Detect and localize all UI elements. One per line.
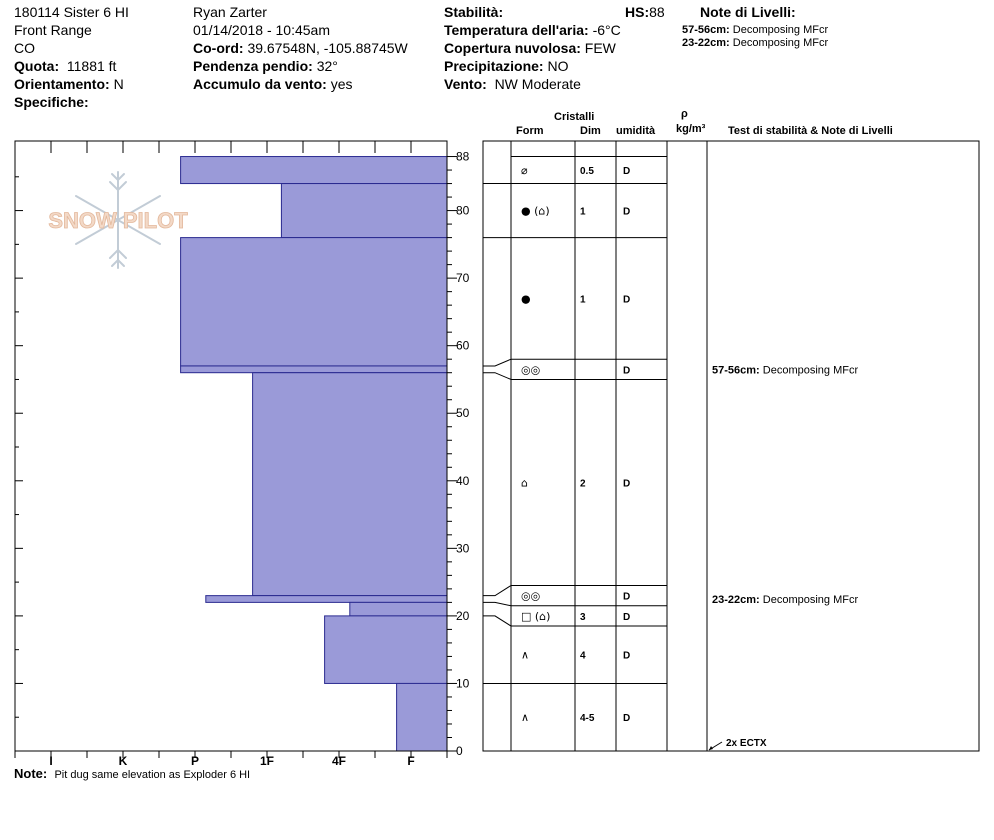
moisture-8: D xyxy=(623,650,631,662)
snow-height-value: 88 xyxy=(649,4,665,20)
moisture-6: D xyxy=(623,591,631,603)
grain-size-3: 1 xyxy=(580,294,586,306)
layer-connector-7 xyxy=(483,616,511,626)
hardness-bar-1 xyxy=(181,157,447,184)
observer-name: Ryan Zarter xyxy=(193,4,267,20)
hardness-label-I: I xyxy=(49,754,53,768)
hardness-bar-3 xyxy=(181,238,447,366)
elevation-label: Quota: xyxy=(14,58,60,74)
range-name: Front Range xyxy=(14,22,92,38)
annotation-text-2: Decomposing MFcr xyxy=(762,594,859,607)
grain-form-icon-4: ◎◎ xyxy=(521,363,541,377)
footer-note-label: Note: xyxy=(14,766,48,781)
height-tick-label-40: 40 xyxy=(456,473,470,488)
grain-form-icon-9: ∧ xyxy=(521,711,530,725)
height-tick-label-70: 70 xyxy=(456,271,470,286)
footer-note-text: Pit dug same elevation as Exploder 6 HI xyxy=(54,769,251,781)
hardness-bar-4 xyxy=(181,366,447,373)
grain-form-icon-5: ⌂ xyxy=(521,476,528,490)
stability-test-label: 2x ECTX xyxy=(726,738,767,749)
layer-connector-5 xyxy=(483,585,511,595)
hardness-bar-9 xyxy=(397,683,447,751)
specifics-label: Specifiche: xyxy=(14,94,89,110)
hardness-bar-7 xyxy=(350,602,447,616)
moisture-2: D xyxy=(623,206,631,218)
layer-connector-6 xyxy=(483,602,511,605)
layer-note-2-range: 23-22cm: xyxy=(682,37,730,49)
footer-note xyxy=(14,766,250,781)
stratigraphy-rows xyxy=(511,157,667,725)
moisture-5: D xyxy=(623,478,631,490)
coordinates-value: 39.67548N, -105.88745W xyxy=(247,40,408,56)
aspect-value: N xyxy=(113,76,124,92)
hardness-bar-8 xyxy=(325,616,447,684)
annotation-text-1: Decomposing MFcr xyxy=(762,364,859,377)
grain-size-9: 4-5 xyxy=(580,713,595,725)
wind-loading-label: Accumulo da vento: xyxy=(193,76,327,92)
hardness-bar-6 xyxy=(206,596,447,603)
cloud-cover-label: Copertura nuvolosa: xyxy=(444,40,581,56)
grain-form-icon-6: ◎◎ xyxy=(521,589,541,603)
layer-note-1-range: 57-56cm: xyxy=(682,24,730,36)
layer-note-1-text: Decomposing MFcr xyxy=(732,24,829,36)
grain-size-8: 4 xyxy=(580,650,586,662)
watermark-text: SNOW PILOT xyxy=(48,208,188,233)
layer-connectors xyxy=(483,184,511,684)
height-tick-label-10: 10 xyxy=(456,676,470,691)
wind-loading-value: yes xyxy=(330,76,353,92)
hardness-bar-2 xyxy=(281,184,447,238)
slope-label: Pendenza pendio: xyxy=(193,58,313,74)
height-tick-label-60: 60 xyxy=(456,338,470,353)
grain-form-icon-2: ● (⌂) xyxy=(521,204,550,218)
form-header: Form xyxy=(516,125,544,137)
chart-frames xyxy=(15,141,979,751)
grain-form-icon-3: ● xyxy=(521,292,531,306)
moisture-header: umidità xyxy=(616,125,656,137)
layer-note-2-text: Decomposing MFcr xyxy=(732,37,829,49)
moisture-4: D xyxy=(623,365,631,377)
slope-value: 32° xyxy=(316,58,338,74)
layer-connector-4 xyxy=(483,373,511,380)
stability-notes-header: Test di stabilità & Note di Livelli xyxy=(728,125,893,137)
wind-label: Vento: xyxy=(444,76,487,92)
moisture-3: D xyxy=(623,294,631,306)
height-tick-label-0: 0 xyxy=(456,744,463,758)
annotation-range-1: 57-56cm: xyxy=(712,364,763,377)
layer-connector-3 xyxy=(483,359,511,366)
height-tick-label-50: 50 xyxy=(456,406,470,421)
precipitation-label: Precipitazione: xyxy=(444,58,544,74)
moisture-7: D xyxy=(623,611,631,623)
grain-size-7: 3 xyxy=(580,611,586,623)
height-tick-label-88: 88 xyxy=(456,149,470,164)
layer-annotations xyxy=(709,364,858,750)
hardness-label-P: P xyxy=(190,754,200,768)
hardness-bar-5 xyxy=(253,373,447,596)
elevation-value: 11881 ft xyxy=(66,58,117,74)
air-temp-label: Temperatura dell'aria: xyxy=(444,22,589,38)
grain-size-5: 2 xyxy=(580,478,586,490)
aspect-label: Orientamento: xyxy=(14,76,110,92)
grain-form-icon-8: ∧ xyxy=(521,648,530,662)
hardness-label-4F: 4F xyxy=(331,754,347,768)
density-symbol: ρ xyxy=(681,108,688,120)
height-tick-label-80: 80 xyxy=(456,203,470,218)
annotation-1 xyxy=(712,364,858,376)
grain-size-2: 1 xyxy=(580,206,586,218)
snow-height-label: HS: xyxy=(625,4,650,20)
grain-form-icon-7: □ (⌂) xyxy=(521,609,551,623)
hardness-label-1F: 1F xyxy=(259,754,275,768)
moisture-1: D xyxy=(623,166,631,178)
moisture-9: D xyxy=(623,713,631,725)
hardness-bars xyxy=(181,157,447,751)
density-unit: kg/m³ xyxy=(676,123,706,135)
stability-label: Stabilità: xyxy=(444,4,504,20)
grain-form-icon-1: ⌀ xyxy=(521,164,528,178)
pit-name: 180114 Sister 6 HI xyxy=(14,4,129,20)
hardness-label-F: F xyxy=(407,754,415,768)
layer-notes-title: Note di Livelli: xyxy=(700,4,796,20)
size-header: Dim xyxy=(580,125,601,137)
state-name: CO xyxy=(14,40,35,56)
crystals-header: Cristalli xyxy=(554,111,595,123)
grain-size-1: 0.5 xyxy=(580,166,594,178)
observation-datetime: 01/14/2018 - 10:45am xyxy=(193,22,330,38)
cloud-cover-value: FEW xyxy=(584,40,616,56)
annotation-range-2: 23-22cm: xyxy=(712,594,763,607)
hardness-label-K: K xyxy=(118,754,128,768)
annotation-2 xyxy=(712,594,858,606)
precipitation-value: NO xyxy=(547,58,569,74)
stratigraphy-table-frame xyxy=(483,141,979,751)
coordinates-label: Co-ord: xyxy=(193,40,244,56)
height-tick-label-20: 20 xyxy=(456,608,470,623)
wind-value: NW Moderate xyxy=(494,76,581,92)
air-temp-value: -6°C xyxy=(592,22,621,38)
height-tick-label-30: 30 xyxy=(456,541,470,556)
